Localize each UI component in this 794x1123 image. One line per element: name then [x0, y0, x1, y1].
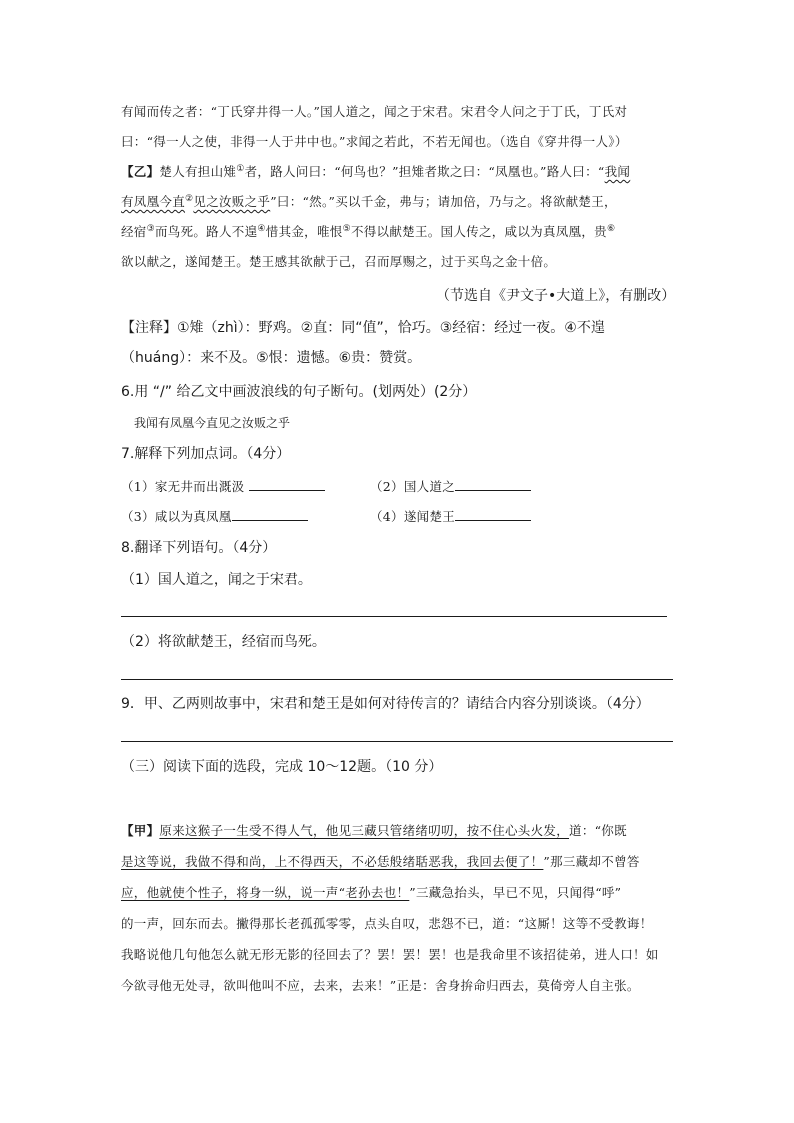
- passage-3-line-4: 的一声，回东而去。撇得那长老孤孤零零，点头自叹，悲怨不已，道：“这厮！这等不受教诲！: [121, 916, 653, 931]
- passage-3-line-3: 应，他就使个性子，将身一纵，说一声“老孙去也！”三藏急抬头，早已不见，只闻得“呼”: [121, 885, 622, 900]
- question-7-item-3: （3）咸以为真凤凰: [121, 508, 308, 524]
- answer-blank-7-3[interactable]: [232, 508, 308, 521]
- question-7-title: 7.解释下列加点词。（4分）: [121, 446, 291, 462]
- answer-blank-7-4[interactable]: [455, 508, 531, 521]
- question-7-item-1: （1）家无井而出溉汲: [121, 478, 325, 494]
- wavy-sentence-part-1: 我闻: [604, 164, 631, 179]
- passage-jia-line-2: 曰：“得一人之使，非得一人于井中也。”求闻之若此，不若无闻也。（选自《穿井得一人》）: [121, 134, 628, 149]
- question-7-item-4: （4）遂闻楚王: [370, 508, 531, 524]
- wavy-sentence-part-2: 有凤凰今直: [121, 194, 186, 209]
- passage-yi-label: 【乙】: [121, 164, 160, 179]
- passage-yi-source: （节选自《尹文子•大道上》，有删改）: [436, 288, 676, 304]
- question-8-item-1: （1）国人道之，闻之于宋君。: [121, 572, 312, 588]
- answer-blank-7-1[interactable]: [249, 478, 325, 491]
- wavy-sentence-part-3: 见之汝贩之乎: [193, 194, 271, 209]
- notes-line-2: （huáng）：来不及。⑤恨：遗憾。⑥贵：赞赏。: [121, 350, 422, 366]
- question-7-item-2: （2）国人道之: [370, 478, 531, 494]
- passage-jia-line-1: 有闻而传之者：“丁氏穿井得一人。”国人道之，闻之于宋君。宋君令人问之于丁氏，丁氏对: [121, 104, 628, 119]
- passage-yi-line-2: 有凤凰今直②见之汝贩之乎”曰：“然。”买以千金，弗与；请加倍，乃与之。将欲献楚王，: [121, 193, 617, 209]
- question-9: 9．甲、乙两则故事中，宋君和楚王是如何对待传言的？请结合内容分别谈谈。（4分）: [121, 696, 650, 712]
- passage-yi-line-1: 【乙】楚人有担山雉①者，路人问曰：“何鸟也？”担雉者欺之曰：“凤凰也。”路人曰：“我闻: [121, 163, 631, 179]
- question-6-sentence: 我闻有凤凰今直见之汝贩之乎: [134, 416, 291, 430]
- passage-3-label: 【甲】: [121, 823, 160, 838]
- passage-3-line-1: 【甲】原来这猴子一生受不得人气，他见三藏只管绪绪叨叨，按不住心头火发，道：“你既: [121, 823, 627, 838]
- passage-3-line-5: 我略说他几句他怎么就无形无影的径回去了？罢！罢！罢！也是我命里不该招徒弟，进人口！如: [121, 947, 659, 962]
- passage-yi-line-4: 欲以献之，遂闻楚王。楚王感其欲献于己，召而厚赐之，过于买鸟之金十倍。: [121, 254, 557, 269]
- question-8-item-2: （2）将欲献楚王，经宿而鸟死。: [121, 634, 326, 650]
- notes-line-1: 【注释】①雉（zhì）：野鸡。②直：同“值”，恰巧。③经宿：经过一夜。④不遑: [121, 320, 605, 336]
- question-8-title: 8.翻译下列语句。（4分）: [121, 540, 277, 556]
- answer-line-8-2[interactable]: [121, 679, 673, 680]
- passage-yi-line-3: 经宿③而鸟死。路人不遑④惜其金，唯恨⑤不得以献楚王。国人传之，咸以为真凤凰，贵⑥: [121, 223, 616, 239]
- answer-line-9[interactable]: [121, 741, 673, 742]
- answer-line-8-1[interactable]: [121, 616, 667, 617]
- answer-blank-7-2[interactable]: [455, 478, 531, 491]
- question-6: 6.用 “/” 给乙文中画波浪线的句子断句。(划两处）(2分）: [121, 384, 477, 400]
- section-3-title: （三）阅读下面的选段，完成 10～12题。（10 分）: [121, 759, 443, 775]
- passage-3-line-6: 今欲寻他无处寻，欲叫他叫不应，去来，去来！”正是：舍身拚命归西去，莫倚旁人自主张。: [121, 978, 640, 993]
- passage-3-line-2: 是这等说，我做不得和尚，上不得西天，不必恁般绪聒恶我，我回去便了！”那三藏却不曾答: [121, 854, 640, 869]
